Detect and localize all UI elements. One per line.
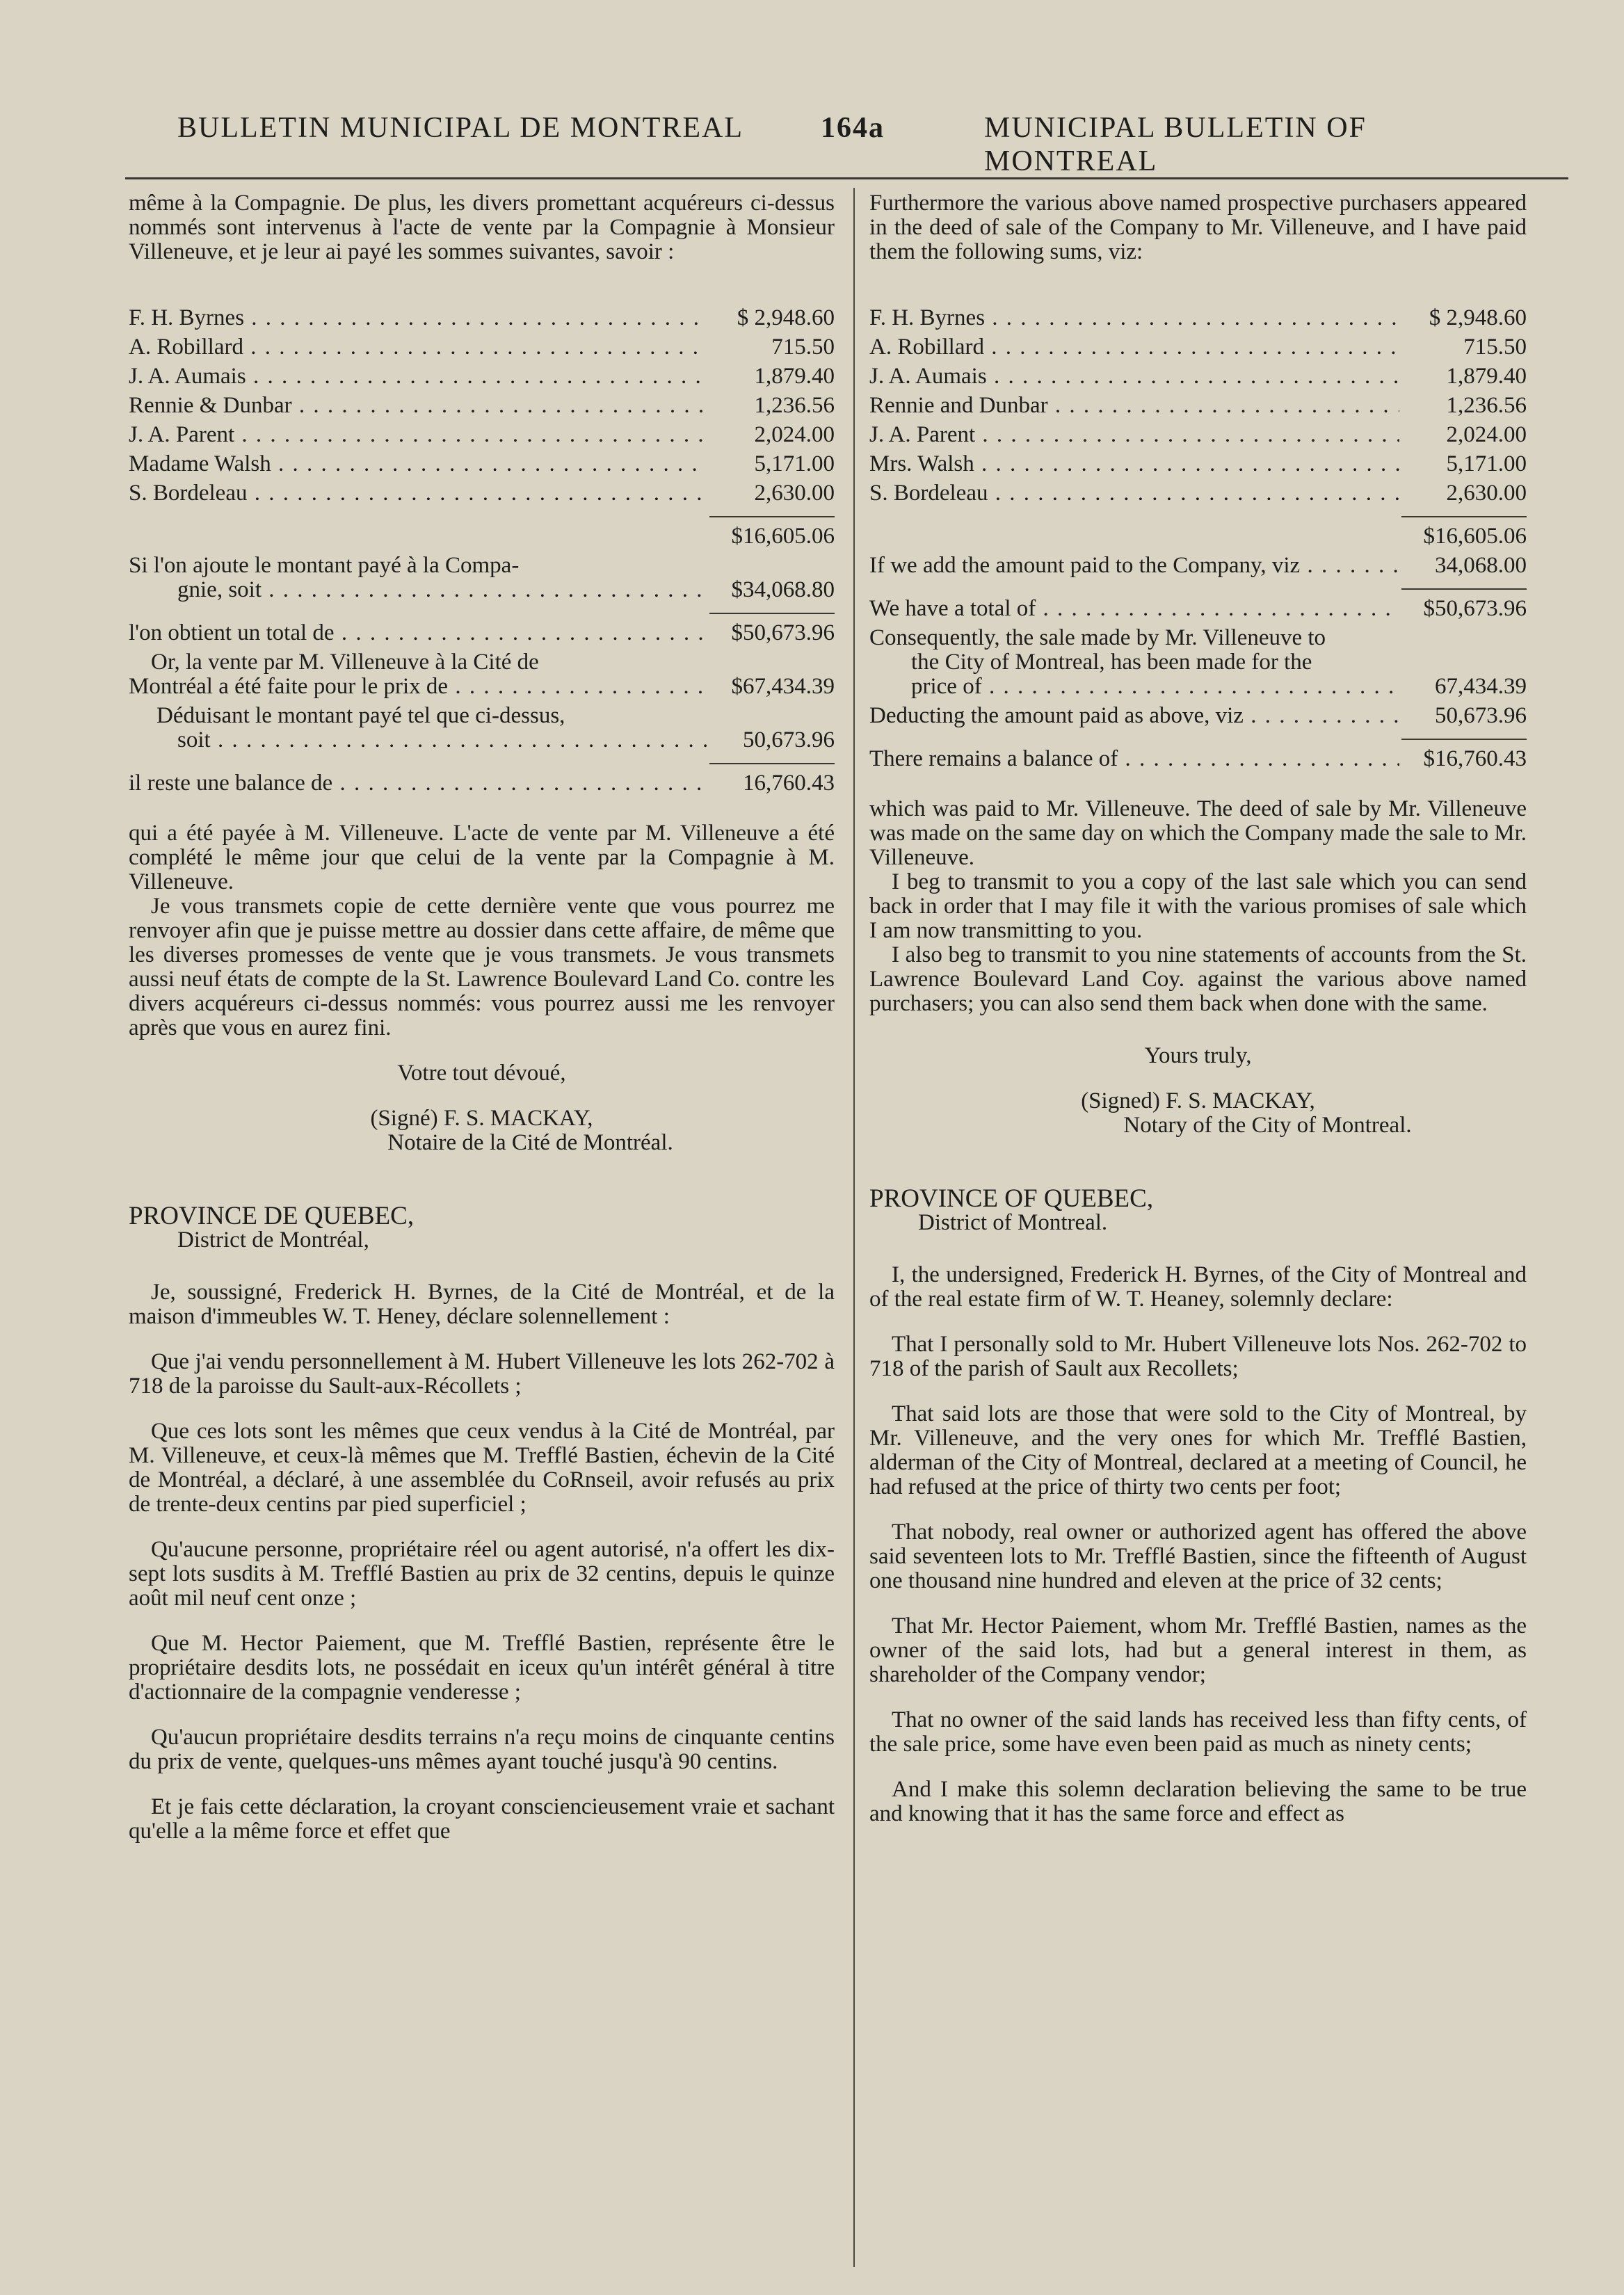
french-declaration-5: Que M. Hector Paiement, que M. Trefflé Bastien, représente être le propriétaire desdits lots, ne possédait en iceux qu'un intérêt général à titre d'actionnaire de la compagnie venderesse ; xyxy=(129,1631,835,1705)
english-declaration-2: That I personally sold to Mr. Hubert Villeneuve lots Nos. 262-702 to 718 of the parish of Sault aux Recollets; xyxy=(869,1332,1527,1381)
spacer xyxy=(869,1016,1527,1044)
french-declaration-6: Qu'aucun propriétaire desdits terrains n'a reçu moins de cinquante centins du prix de vente, quelques-uns mêmes ayant touché jusqu'à 90 centins. xyxy=(129,1725,835,1774)
french-intro: même à la Compagnie. De plus, les divers promettant acquéreurs ci-dessus nommés sont intervenus à l'acte de vente par la Compagnie à Monsieur Villeneuve, et je leur ai payé les sommes suivantes, savoir : xyxy=(129,191,835,264)
total-amount: $50,673.96 xyxy=(1399,597,1527,621)
header-english-title: MUNICIPAL BULLETIN OF MONTREAL xyxy=(984,112,1367,177)
payment-row xyxy=(869,364,1527,394)
payee-name: J. A. Aumais . . . xyxy=(869,364,1399,389)
french-declaration-1: Je, soussigné, Frederick H. Byrnes, de la Cité de Montréal, et de la maison d'immeubles W. T. Heney, déclare solennellement : xyxy=(129,1280,835,1329)
spacer xyxy=(869,776,1527,797)
french-declaration-2: Que j'ai vendu personnellement à M. Hubert Villeneuve les lots 262-702 à 718 de la paroisse du Sault-aux-Récollets ; xyxy=(129,1349,835,1399)
english-signature: (Signed) F. S. MACKAY, xyxy=(1081,1088,1315,1113)
sale-amount: $67,434.39 xyxy=(707,675,835,699)
deduct-amount: 50,673.96 xyxy=(1399,704,1527,728)
spacer xyxy=(869,1381,1527,1402)
spacer xyxy=(869,1757,1527,1778)
payment-row xyxy=(129,364,835,394)
sale-row xyxy=(129,675,835,704)
english-para-1: which was paid to Mr. Villeneuve. The deed of sale by Mr. Villeneuve was made on the same day on which the Company made the sale to Mr. Villeneuve. xyxy=(869,796,1527,870)
payment-row xyxy=(129,394,835,423)
total-label: We have a total of . . . xyxy=(869,597,1399,621)
payee-name: F. H. Byrnes . . . xyxy=(869,306,1399,330)
spacer xyxy=(129,1040,835,1061)
add-label: gnie, soit . . . xyxy=(129,578,707,602)
deduct-label: soit . . . xyxy=(129,728,707,752)
header-rule xyxy=(125,177,1568,179)
page-header xyxy=(125,111,1516,177)
payment-row xyxy=(869,423,1527,452)
french-column xyxy=(129,191,835,1844)
payee-name: Rennie & Dunbar . . . xyxy=(129,394,707,418)
payment-row xyxy=(129,452,835,481)
french-para-2: Je vous transmets copie de cette dernière vente que vous pourrez me renvoyer afin que je puisse mettre au dossier dans cette affaire, de même que les diverses promesses de vente que je vous transmets. Je vous transmets aussi neuf états de compte de la St. Lawrence Boulevard Land Co. contre les divers acquéreurs ci-dessus nommés: vous pourrez aussi me les renvoyer après que vous en aurez fini. xyxy=(129,894,835,1040)
header-french-title: BULLETIN MUNICIPAL DE MONTREAL xyxy=(177,112,744,144)
deduct-row xyxy=(869,704,1527,733)
subtotal-row xyxy=(869,524,1527,554)
french-declaration-7: Et je fais cette déclaration, la croyant consciencieusement vraie et sachant qu'elle a la même force et effet que xyxy=(129,1794,835,1844)
spacer xyxy=(869,1687,1527,1708)
payment-amount: 5,171.00 xyxy=(1399,452,1527,476)
payment-row xyxy=(869,452,1527,481)
payment-amount: 1,879.40 xyxy=(1399,364,1527,389)
english-para-2: I beg to transmit to you a copy of the last sale which you can send back in order that I may file it with the various promises of sale which I am now transmitting to you. xyxy=(869,869,1527,943)
payment-amount: $ 2,948.60 xyxy=(1399,306,1527,330)
add-amount: $34,068.80 xyxy=(707,578,835,602)
french-declaration-3: Que ces lots sont les mêmes que ceux vendus à la Cité de Montréal, par M. Villeneuve, et ceux-là mêmes que M. Trefflé Bastien, échevin de la Cité de Montréal, a déclaré, à une assemblée du CoRnseil, avoir refusés au prix de trente-deux centins par pied superficiel ; xyxy=(129,1419,835,1517)
spacer xyxy=(869,1499,1527,1520)
english-district: District of Montreal. xyxy=(918,1210,1108,1235)
subtotal-amount: $16,605.06 xyxy=(707,524,835,549)
spacer xyxy=(129,1399,835,1419)
total-row xyxy=(869,597,1527,626)
sale-row xyxy=(869,675,1527,704)
total-label: l'on obtient un total de . . . xyxy=(129,621,707,645)
page-number: 164a xyxy=(821,112,885,144)
deduct-label-line: Déduisant le montant payé tel que ci-dessus, xyxy=(156,703,565,728)
spacer xyxy=(129,1774,835,1795)
payment-row xyxy=(869,335,1527,364)
payment-amount: 2,024.00 xyxy=(1399,423,1527,447)
add-label: If we add the amount paid to the Company, viz . . . xyxy=(869,554,1399,578)
column-divider xyxy=(853,188,855,2267)
subtotal-row xyxy=(129,524,835,554)
payee-name: Rennie and Dunbar . . . xyxy=(869,394,1399,418)
english-declaration-3: That said lots are those that were sold to the City of Montreal, by Mr. Villeneuve, and the very ones for which Mr. Trefflé Bastien, alderman of the City of Montreal, declared at a meeting of Council, he had refused at the price of thirty two cents per foot; xyxy=(869,1401,1527,1499)
payment-amount: 715.50 xyxy=(1399,335,1527,360)
payee-name: Madame Walsh . . . xyxy=(129,452,707,476)
total-row xyxy=(129,621,835,650)
english-declaration-1: I, the undersigned, Frederick H. Byrnes, of the City of Montreal and of the real estate firm of W. T. Heaney, solemnly declare: xyxy=(869,1262,1527,1312)
english-declaration-7: And I make this solemn declaration believing the same to be true and knowing that it has the same force and effect as xyxy=(869,1777,1527,1826)
total-amount: $50,673.96 xyxy=(707,621,835,645)
english-signer-title: Notary of the City of Montreal. xyxy=(1123,1113,1412,1138)
payee-name: F. H. Byrnes . . . xyxy=(129,306,707,330)
balance-label: il reste une balance de . . . xyxy=(129,771,707,796)
english-column xyxy=(869,191,1527,1826)
payee-name: S. Bordeleau . . . xyxy=(869,481,1399,506)
add-row xyxy=(869,554,1527,583)
english-closing: Yours truly, xyxy=(1144,1043,1252,1068)
payment-row xyxy=(129,423,835,452)
sale-label-line: Or, la vente par M. Villeneuve à la Cité de xyxy=(151,650,539,675)
payment-amount: 2,024.00 xyxy=(707,423,835,447)
english-intro: Furthermore the various above named prospective purchasers appeared in the deed of sale of the Company to Mr. Villeneuve, and I have paid them the following sums, viz: xyxy=(869,191,1527,264)
payment-row xyxy=(869,306,1527,335)
payee-name: A. Robillard . . . xyxy=(869,335,1399,360)
spacer xyxy=(869,1312,1527,1332)
french-para-1: qui a été payée à M. Villeneuve. L'acte de vente par M. Villeneuve a été complété le même jour que celui de la vente par la Compagnie à M. Villeneuve. xyxy=(129,821,835,894)
english-payments xyxy=(869,306,1527,776)
payment-row xyxy=(129,306,835,335)
sale-label-line: the City of Montreal, has been made for the xyxy=(911,650,1312,675)
payee-name: J. A. Aumais . . . xyxy=(129,364,707,389)
balance-row xyxy=(129,771,835,800)
spacer xyxy=(869,1068,1527,1089)
french-payments xyxy=(129,306,835,800)
payment-row xyxy=(869,481,1527,510)
spacer xyxy=(129,1611,835,1632)
spacer xyxy=(129,1329,835,1350)
english-province: PROVINCE OF QUEBEC, xyxy=(869,1184,1154,1213)
payment-amount: $ 2,948.60 xyxy=(707,306,835,330)
french-signature: (Signé) F. S. MACKAY, xyxy=(370,1106,593,1131)
french-signer-title: Notaire de la Cité de Montréal. xyxy=(387,1130,673,1155)
french-closing: Votre tout dévoué, xyxy=(397,1061,566,1086)
payment-row xyxy=(129,481,835,510)
deduct-label: Deducting the amount paid as above, viz . . . xyxy=(869,704,1399,728)
subtotal-amount: $16,605.06 xyxy=(1399,524,1527,549)
payment-amount: 2,630.00 xyxy=(1399,481,1527,506)
balance-amount: 16,760.43 xyxy=(707,771,835,796)
payee-name: A. Robillard . . . xyxy=(129,335,707,360)
add-label-line: Si l'on ajoute le montant payé à la Compa- xyxy=(129,553,520,578)
balance-row xyxy=(869,747,1527,776)
french-province: PROVINCE DE QUEBEC, xyxy=(129,1202,415,1230)
payment-amount: 715.50 xyxy=(707,335,835,360)
payment-amount: 5,171.00 xyxy=(707,452,835,476)
spacer xyxy=(869,1593,1527,1614)
balance-label: There remains a balance of . . . xyxy=(869,747,1399,771)
spacer xyxy=(129,800,835,821)
english-para-3: I also beg to transmit to you nine statements of accounts from the St. Lawrence Boulevard Land Coy. against the various above named purchasers; you can also send them back when done with the same. xyxy=(869,942,1527,1016)
payee-name: Mrs. Walsh . . . xyxy=(869,452,1399,476)
deduct-row xyxy=(129,728,835,757)
payment-amount: 1,879.40 xyxy=(707,364,835,389)
add-amount: 34,068.00 xyxy=(1399,554,1527,578)
sale-label: price of . . . xyxy=(869,675,1399,699)
add-row xyxy=(129,578,835,607)
payment-row xyxy=(129,335,835,364)
payee-name: J. A. Parent . . . xyxy=(129,423,707,447)
french-district: District de Montréal, xyxy=(177,1227,369,1253)
spacer xyxy=(129,1705,835,1725)
spacer xyxy=(129,1086,835,1106)
sale-amount: 67,434.39 xyxy=(1399,675,1527,699)
sale-label: Montréal a été faite pour le prix de . . . xyxy=(129,675,707,699)
english-declaration-6: That no owner of the said lands has received less than fifty cents, of the sale price, some have even been paid as much as ninety cents; xyxy=(869,1707,1527,1757)
payment-row xyxy=(869,394,1527,423)
spacer xyxy=(129,1517,835,1538)
balance-amount: $16,760.43 xyxy=(1399,747,1527,771)
english-declaration-4: That nobody, real owner or authorized agent has offered the above said seventeen lots to Mr. Trefflé Bastien, since the fifteenth of August one thousand nine hundred and eleven at the price of 32 cents; xyxy=(869,1520,1527,1593)
sale-label-line: Consequently, the sale made by Mr. Villeneuve to xyxy=(869,625,1326,650)
spacer xyxy=(129,1253,835,1280)
english-declaration-5: That Mr. Hector Paiement, whom Mr. Trefflé Bastien, names as the owner of the said lots, had but a general interest in them, as shareholder of the Company vendor; xyxy=(869,1613,1527,1687)
french-declaration-4: Qu'aucune personne, propriétaire réel ou agent autorisé, n'a offert les dix-sept lots susdits à M. Trefflé Bastien au prix de 32 centins, depuis le quinze août mil neuf cent onze ; xyxy=(129,1537,835,1611)
payee-name: S. Bordeleau . . . xyxy=(129,481,707,506)
spacer xyxy=(869,1235,1527,1263)
payee-name: J. A. Parent . . . xyxy=(869,423,1399,447)
payment-amount: 1,236.56 xyxy=(1399,394,1527,418)
payment-amount: 2,630.00 xyxy=(707,481,835,506)
deduct-amount: 50,673.96 xyxy=(707,728,835,752)
payment-amount: 1,236.56 xyxy=(707,394,835,418)
